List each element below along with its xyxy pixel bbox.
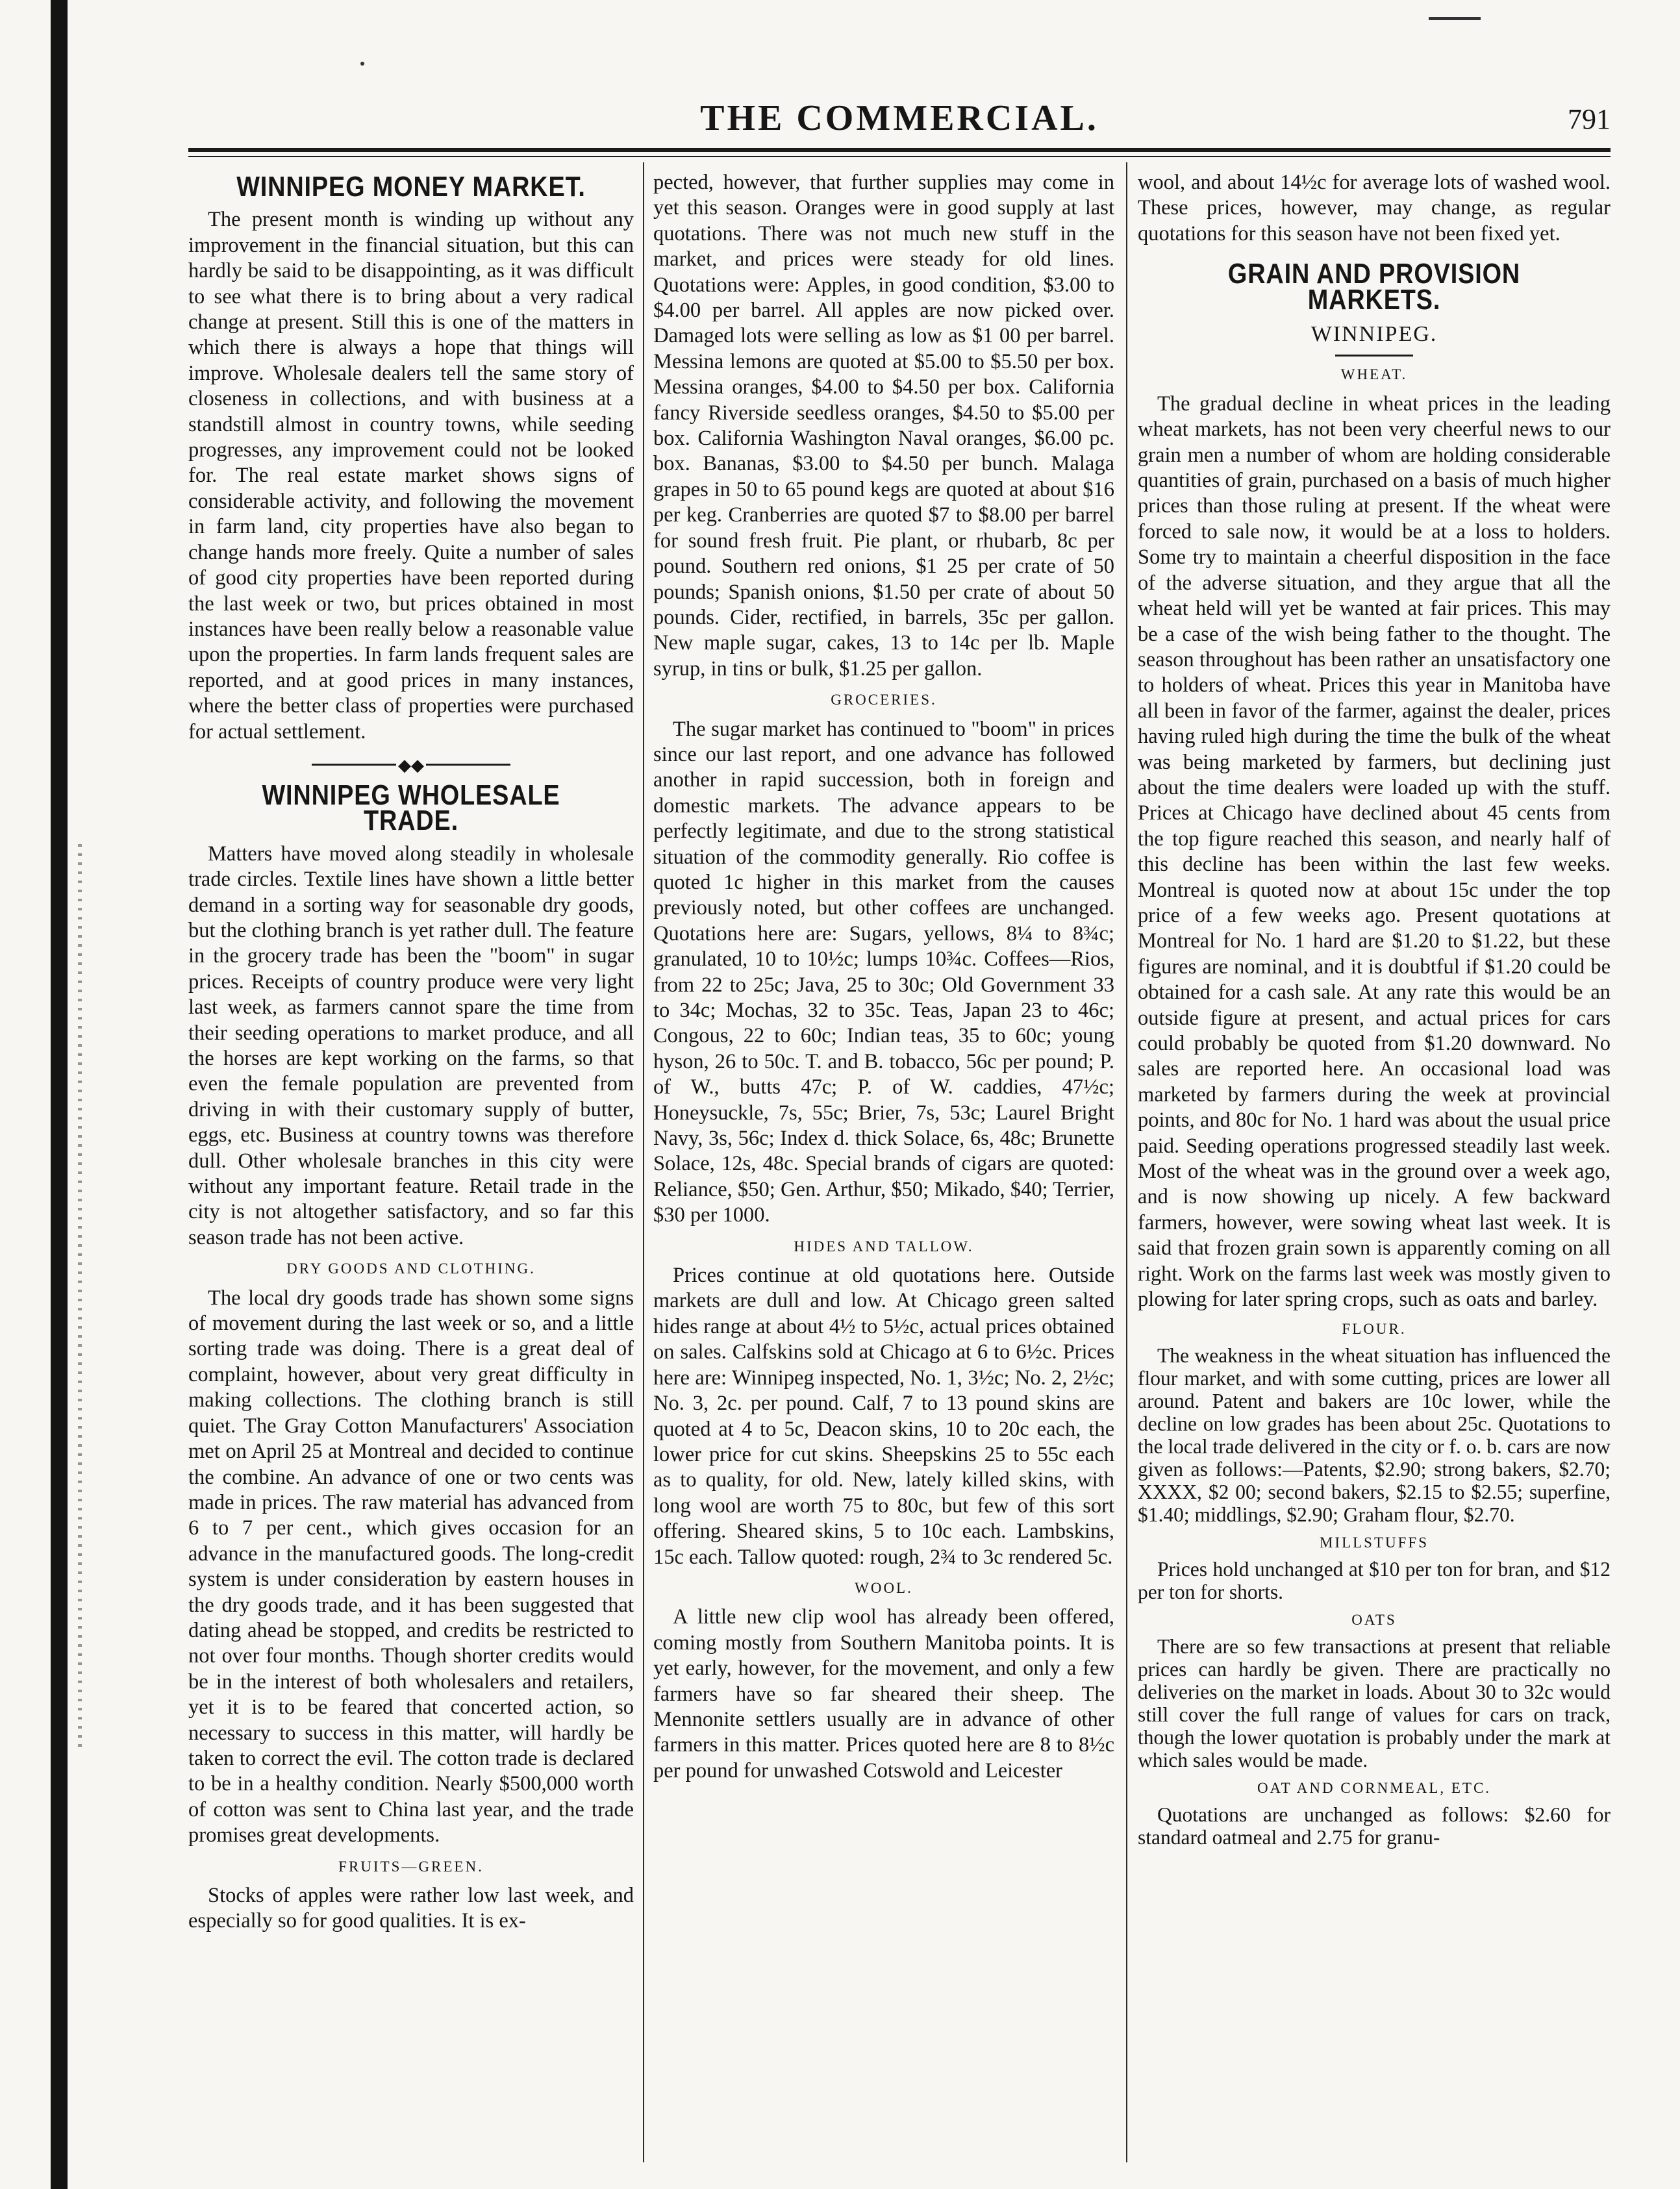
publication-title: THE COMMERCIAL. [700,98,1099,138]
scan-artifact [78,844,82,1753]
winnipeg-subheading: WINNIPEG. [1310,322,1438,347]
column-1 [188,170,634,2164]
dry-goods-body: The local dry goods trade has shown some signs of movement during the last week or so, and a little sorting trade was doing. There is a great deal of complaint, however, about very great difficulty in making collections. The clothing branch is still quiet. The Gray Cotton Manufacturers' Association met on April 25 at Montreal and decided to continue the combine. An advance of one or two cents was made in prices. The raw material has advanced from 6 to 7 per cent., which gives occasion for an advance in the manufactured goods. The long-credit system is under consideration by eastern houses in the dry goods trade, and it has been suggested that dating ahead be stopped, and credits be restricted to not over four months. Though shorter credits would be in the interest of both wholesalers and retailers, yet it is to be feared that concerted action, so necessary to success in this matter, will hardly be taken to correct the evil. The cotton trade is declared to be in a healthy condition. Nearly $500,000 worth of cotton was sent to China last year, and the trade promises great developments. [188,1286,634,1847]
oats-label: OATS [1351,1612,1397,1629]
column-3 [1138,170,1611,2118]
column-2 [653,170,1114,2164]
oats-body: There are so few transactions at present that reliable prices can hardly be given. There are practically no deliveries on the market in loads. About 30 to 32c would still cover the full range of values for cars on track, though the lower quotation is probably under the mark at which sales would be made. [1138,1635,1611,1772]
groceries-body: The sugar market has continued to "boom" in prices since our last report, and one advance has followed another in rapid succession, both in foreign and domestic markets. The advance appears to be perfectly legitimate, and due to the strong statistical situation of the commodity generally. Rio coffee is quoted 1c higher in this market from the causes previously noted, but other coffees are unchanged. Quotations here are: Sugars, yellows, 8¼ to 8¾c; granulated, 10 to 10½c; lumps 10¾c. Coffees—Rios, from 22 to 25c; Java, 25 to 30c; Old Government 33 to 34c; Mochas, 32 to 35c. Teas, Japan 23 to 46c; Congous, 22 to 60c; Indian teas, 35 to 60c; young hyson, 26 to 50c. T. and B. tobacco, 56c per pound; P. of W., butts 47c; P. of W. caddies, 47½c; Honeysuckle, 7s, 55c; Brier, 7s, 53c; Laurel Bright Navy, 3s, 56c; Index d. thick Solace, 6s, 48c; Brunette Solace, 12s, 48c. Special brands of cigars are quoted: Reliance, $50; Gen. Arthur, $50; Mikado, $40; Terrier, $30 per 1000. [653,717,1114,1227]
ornament-diamond-icon: ◆◆ [398,755,424,775]
scan-mark [1429,17,1481,20]
groceries-label: GROCERIES. [831,692,937,708]
wheat-body: The gradual decline in wheat prices in the leading wheat markets, has not been very cheerful news to our grain men a number of whom are holding considerable quantities of grain, purchased on a basis of much higher prices than those ruling at present. If the wheat were forced to sale now, it would be at a loss to holders. Some try to maintain a cheerful disposition in the face of the adverse situation, and they argue that all the wheat held will yet be wanted at fair prices. This may be a case of the wish being father to the thought. The season throughout has been rather an unsatisfactory one to holders of wheat. Prices this year in Manitoba have all been in favor of the farmer, against the dealer, prices having ruled high during the time the bulk of the wheat was being marketed by farmers, but declining just about the time dealers were loaded up with the stuff. Prices at Chicago have declined about 45 cents from the top figure reached this season, and nearly half of this decline has been within the last few weeks. Montreal is quoted now at about 15c under the top price of a few weeks ago. Present quotations at Montreal for No. 1 hard are $1.20 to $1.22, but these figures are nominal, and it is doubtful if $1.20 could be obtained for a cash sale. At any rate this would be an outside figure at present, and actual prices for cars could probably be quoted from $1.20 downward. No sales are reported here. An occasional load was marketed by farmers during the week at provincial points, and 80c for No. 1 hard was about the usual price paid. Seeding operations progressed steadily last week. Most of the wheat was in the ground over a week ago, and is now showing up nicely. A few backward farmers, however, were sowing wheat last week. It is said that frozen grain sown is apparently coming on all right. Work on the farms last week was mostly given to plowing for later spring crops, such as oats and barley. [1138,392,1611,1312]
scan-dot [360,62,364,66]
fruits-green-body-cont: pected, however, that further supplies may come in yet this season. Oranges were in good supply at last quotations. There was not much new stuff in the market, and prices were steady for old lines. Quotations were: Apples, in good condition, $3.00 to $4.00 per barrel. All apples are now picked over. Damaged lots were selling as low as $1 00 per barrel. Messina lemons are quoted at $5.00 to $5.50 per box. Messina oranges, $4.00 to $4.50 per box. California fancy Riverside seedless oranges, $4.50 to $5.00 per box. California Washington Naval oranges, $6.00 pc. box. Bananas, $3.00 to $4.50 per bunch. Malaga grapes in 50 to 65 pound kegs are quoted at about $16 per keg. Cranberries are quoted $7 to $8.00 per barrel for sound fresh fruit. Pie plant, or rhubarb, 8c per pound. Southern red onions, $1 25 per crate of 50 pounds; Spanish onions, $1.50 per crate of about 50 pounds. Cider, rectified, in barrels, 35c per gallon. New maple sugar, cakes, 13 to 14c per lb. Maple syrup, in tins or bulk, $1.25 per gallon. [653,171,1114,681]
header-rule-thin [188,156,1611,157]
oatmeal-label: OAT AND CORNMEAL, ETC. [1257,1780,1492,1797]
fruits-green-body-start: Stocks of apples were rather low last week, and especially so for good qualities. It is ex- [188,1884,634,1933]
oatmeal-body: Quotations are unchanged as follows: $2.60 for standard oatmeal and 2.75 for granu- [1138,1803,1611,1849]
page-number: 791 [1568,103,1611,135]
page-binding-edge [51,0,68,2189]
wool-label: WOOL. [855,1579,913,1596]
hides-tallow-body: Prices continue at old quotations here. Outside markets are dull and low. At Chicago green salted hides range at about 4½ to 5½c, actual prices obtained on sales. Calfskins sold at Chicago at 6 to 6½c. Prices here are: Winnipeg inspected, No. 1, 3½c; No. 2, 2½c; No. 3, 2c. per pound. Calf, 7 to 13 pound skins are quoted at 4 to 5c, Deacon skins, 10 to 20c each, the lower price for cut skins. Sheepskins 25 to 55c each as to quality, for old. New, lately killed skins, with long wool are worth 75 to 80c, but few of this sort offering. Sheared skins, 5 to 10c each. Lambskins, 15c each. Tallow quoted: rough, 2¾ to 3c rendered 5c. [653,1264,1114,1569]
millstuffs-body: Prices hold unchanged at $10 per ton for bran, and $12 per ton for shorts. [1138,1558,1611,1604]
money-market-heading: WINNIPEG MONEY MARKET. [236,171,586,203]
wool-body-start: A little new clip wool has already been offered, coming mostly from Southern Manitoba points. It is yet early, however, for the movement, and only a few farmers have so far sheared their sheep. The Mennonite settlers usually are in advance of other farmers in this matter. Prices quoted here are 8 to 8½c per pound for unwashed Cotswold and Leicester [653,1605,1114,1782]
money-market-body: The present month is winding up without any improvement in the financial situation, but this can hardly be said to be disappointing, as it was difficult to see what there is to bring about a very radical change at present. Still this is one of the matters in which there is always a hope that things will improve. Wholesale dealers tell the same story of closeness in collections, and with business at a standstill almost in country towns, while seeding progresses, any improvement could not be looked for. The real estate market shows signs of considerable activity, and following the movement in farm land, city properties have also began to change hands more freely. Quite a number of sales of good city properties have been reported during the last week or two, but prices obtained in most instances have been really below a reasonable value upon the properties. In farm lands frequent sales are reported, and at good prices in many instances, where the better class of properties were purchased for actual settlement. [188,208,634,744]
grain-provision-heading: GRAIN AND PROVISION MARKETS. [1227,258,1521,316]
wholesale-trade-body: Matters have moved along steadily in wholesale trade circles. Textile lines have shown a little better demand in a sorting way for seasonable dry goods, but the clothing branch is yet rather dull. The feature in the grocery trade has been the "boom" in sugar prices. Receipts of country produce were very light last week, as farmers cannot spare the time from their seeding operations to market produce, and all the horses are kept working on the farms, so that even the female population are prevented from driving in with their customary supply of butter, eggs, etc. Business at country towns was therefore dull. Other wholesale branches in this city were without any important feature. Retail trade in the city is not altogether satisfactory, and so far this season trade has not been active. [188,842,634,1249]
hides-tallow-label: HIDES AND TALLOW. [794,1238,974,1255]
ornament-line-right [426,764,510,766]
flour-body: The weakness in the wheat situation has influenced the flour market, and with some cutting, prices are lower all around. Patent and bakers are 10c lower, while the decline on low grades has been about 25c. Quotations to the local trade delivered in the city or f. o. b. cars are now given as follows:—Patents, $2.90; strong bakers, $2.70; XXXX, $2 00; second bakers, $2.15 to $2.55; superfine, $1.40; middlings, $2.90; Graham flour, $2.70. [1138,1344,1611,1527]
fruits-green-label: FRUITS—GREEN. [338,1858,484,1875]
dense-section [1138,1318,1611,1849]
header-rule [188,148,1611,152]
wool-body-cont: wool, and about 14½c for average lots of washed wool. These prices, however, may change, as regular quotations for this season have not been fixed yet. [1138,171,1611,245]
section-ornament [188,750,634,779]
millstuffs-label: MILLSTUFFS [1319,1534,1429,1551]
wheat-label: WHEAT. [1340,366,1408,383]
masthead [188,97,1611,143]
ornament-line-left [312,764,396,766]
subheading-rule [1335,355,1413,356]
column-divider-1 [643,162,644,2162]
wholesale-trade-heading: WINNIPEG WHOLESALE TRADE. [262,779,560,837]
column-divider-2 [1126,162,1127,2162]
dry-goods-label: DRY GOODS AND CLOTHING. [286,1260,536,1277]
flour-label: FLOUR. [1342,1321,1407,1338]
